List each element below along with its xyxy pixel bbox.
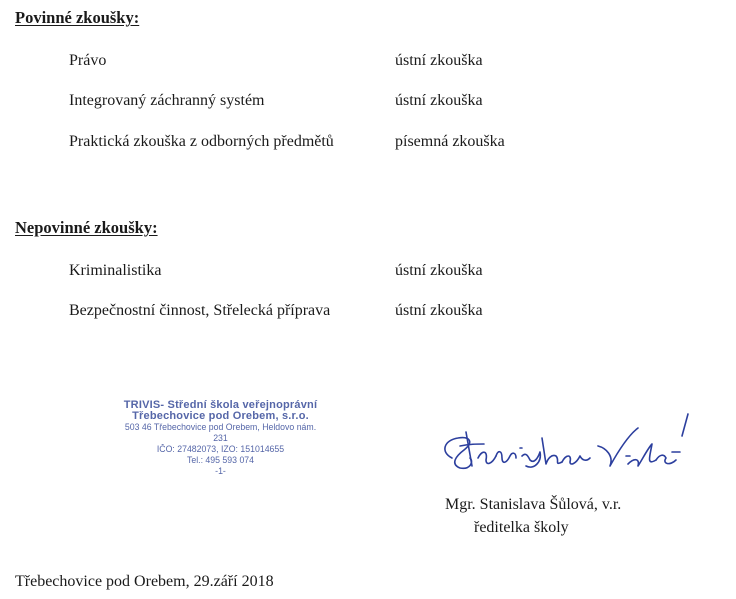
stamp-line: -1-: [215, 466, 226, 477]
signer-name: Mgr. Stanislava Šůlová, v.r.: [445, 496, 622, 513]
stamp-line: IČO: 27482073, IZO: 151014655: [156, 444, 285, 455]
signer-role: ředitelka školy: [474, 519, 569, 536]
exam-row: [69, 52, 483, 70]
exam-type: písemná zkouška: [395, 133, 505, 150]
exam-subject: Integrovaný záchranný systém: [69, 92, 265, 109]
exam-type: ústní zkouška: [395, 92, 483, 109]
place-and-date: Třebechovice pod Orebem, 29.září 2018: [15, 573, 274, 590]
exam-subject: Právo: [69, 52, 107, 69]
exam-subject: Bezpečnostní činnost, Střelecká příprava: [69, 302, 331, 319]
exam-subject: Kriminalistika: [69, 262, 162, 279]
exam-row: [69, 302, 483, 320]
exam-type: ústní zkouška: [395, 52, 483, 69]
stamp-line: TRIVIS- Střední škola veřejnoprávní: [123, 399, 318, 411]
mandatory-exams-heading: Povinné zkoušky:: [15, 8, 140, 27]
school-stamp: [108, 400, 333, 477]
exam-row: [69, 92, 483, 110]
optional-exams-heading: Nepovinné zkoušky:: [15, 218, 158, 237]
exam-row: [69, 133, 505, 151]
stamp-line: Třebechovice pod Orebem, s.r.o.: [132, 410, 309, 422]
exam-row: [69, 262, 483, 280]
stamp-line: 503 46 Třebechovice pod Orebem, Heldovo nám. 231: [124, 422, 317, 444]
exam-type: ústní zkouška: [395, 302, 483, 319]
stamp-line: Tel.: 495 593 074: [186, 455, 255, 466]
exam-subject: Praktická zkouška z odborných předmětů: [69, 133, 334, 150]
exam-type: ústní zkouška: [395, 262, 483, 279]
handwritten-signature: [430, 408, 700, 478]
